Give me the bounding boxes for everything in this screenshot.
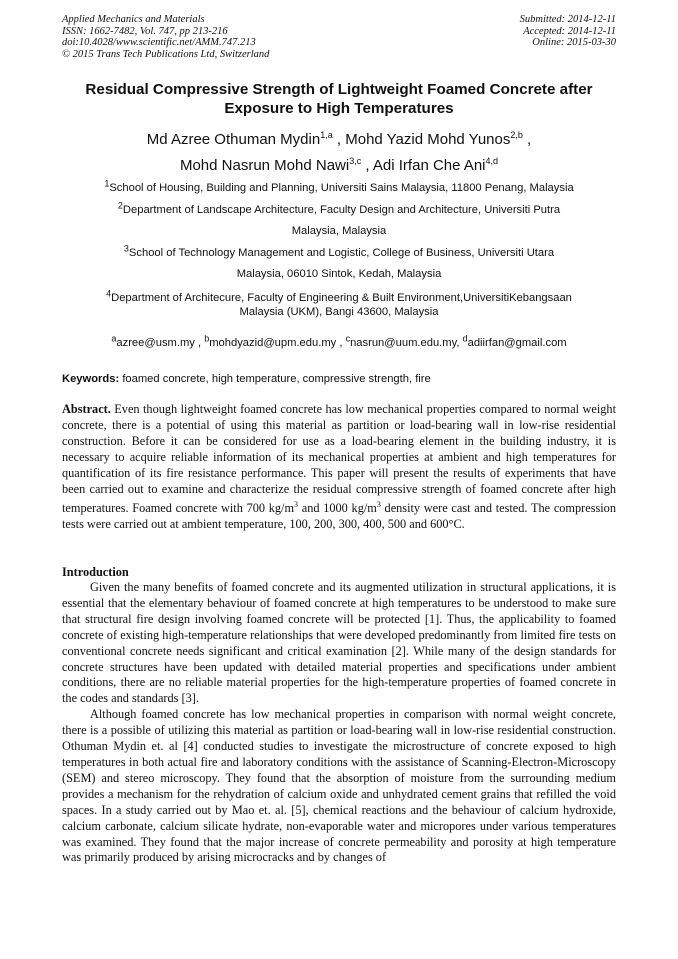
affiliation-text: Department of Architecure, Faculty of Engineering & Built Environment,UniversitiKebangsaan [111,292,572,304]
affiliation-2 [40,200,638,241]
copyright-line: © 2015 Trans Tech Publications Ltd, Switzerland [62,48,270,60]
author-superscript: 4,d [485,156,499,166]
affiliation-1 [40,178,638,199]
email-superscript: d [462,333,468,344]
email-superscript: a [111,333,117,344]
affiliation-text-cont: Malaysia, 06010 Sintok, Kedah, Malaysia [236,267,442,280]
abstract-text: and 1000 kg/m [298,501,377,516]
abstract-text: Even though lightweight foamed concrete has low mechanical properties compared to normal weight concrete, there is a potential of using this material as partition or load-bearing wall in low-rise residential construction. Before it can be considered for use as a load-bearing element in the building industry, it is necessary to acquire reliable information of its mechanical properties at ambient and high temperatures for quantification of its fire resistance performance. This paper will present the results of experiments that have been carried out to examine and characterize the residual compressive strength of foamed concrete after high temperatures. Foamed concrete with 700 kg/m [62,402,616,516]
accepted-date: Accepted: 2014-12-11 [523,25,616,37]
author-superscript: 2,b [510,130,523,140]
email-address[interactable]: nasrun@uum.edu.my, [350,337,460,349]
introduction-paragraph: Although foamed concrete has low mechanical properties in comparison with normal weight concrete, there is a possible of utilizing this material as partition or load-bearing wall in low-rise residential construction. Othuman Mydin et. al [4] conducted studies to investigate the microstructure of concrete exposed to high temperatures in both actual fire and laboratory conditions with the assistance of Scanning-Electron-Microscopy (SEM) and stereo microscopy. They found that the absorption of moisture from the surrounding medium provides a mechanism for the rehydration of calcium oxide and unhydrated cement grains that refilled the void spaces. In a study carried out by Mao et. al. [5], chemical reactions and the behaviour of calcium hydroxide, calcium carbonate, calcium silicate hydrate, non-evaporable water and micropores under various temperatures was examined. They found that the major increase of concrete permeability and porosity at high temperature was primarily produced by arising microcracks and by changes of [62,707,616,865]
affiliation-superscript: 2 [117,200,123,211]
author-name: Md Azree Othuman Mydin [146,131,321,148]
journal-name: Applied Mechanics and Materials [62,14,205,25]
affiliation-superscript: 3 [123,243,129,254]
author-superscript: 1,a [320,130,333,140]
affiliation-4 [40,288,638,319]
abstract-label: Abstract. [62,402,111,416]
introduction-body [62,580,616,866]
author-name: Adi Irfan Che Ani [372,157,486,174]
affiliation-3 [40,243,638,284]
affiliation-superscript: 1 [104,178,110,189]
keywords-text: foamed concrete, high temperature, compressive strength, fire [122,373,431,385]
affiliation-text-cont: Malaysia, Malaysia [291,224,387,237]
email-superscript: c [345,333,351,344]
affiliation-text: School of Housing, Building and Planning, Universiti Sains Malaysia, 11800 Penang, Malaysia [109,182,574,194]
email-superscript: b [204,333,210,344]
author-name: Mohd Yazid Mohd Yunos [345,131,511,148]
abstract-text: density were cast and tested. The compression tests were carried out at ambient temperature, 100, 200, 300, 400, 500 and 600°C. [62,501,616,532]
author-superscript: 3,c [349,156,362,166]
authors-line-2: Mohd Nasrun Mohd Nawi$^{3,c}$ , Adi Irfan Che Ani$^{4,d}$ [179,156,499,174]
authors-line-1: Md Azree Othuman Mydin$^{1,a}$ , Mohd Yazid Mohd Yunos$^{2,b}$ , [146,130,532,148]
paper-title [50,80,628,118]
online-date: Online: 2015-03-30 [532,37,616,49]
submitted-date: Submitted: 2014-12-11 [519,14,616,25]
email-address[interactable]: azree@usm.my , [116,337,202,349]
affiliation-text: Department of Landscape Architecture, Faculty Design and Architecture, Universiti Putra [122,204,561,216]
title-line-2: Exposure to High Temperatures [224,100,454,117]
abstract-superscript: 3 [376,500,381,510]
keywords-label: Keywords: [62,373,120,385]
introduction-heading: Introduction [62,565,129,579]
title-line-1: Residual Compressive Strength of Lightweight Foamed Concrete after [85,81,593,98]
dates-info [520,14,616,49]
author-emails [40,333,638,349]
abstract-block [62,402,616,533]
affiliation-text: School of Technology Management and Logistic, College of Business, Universiti Utara [128,247,555,259]
affiliation-superscript: 4 [106,288,112,299]
email-address[interactable]: adiirfan@gmail.com [467,337,567,349]
journal-info [62,14,269,60]
issn-line: ISSN: 1662-7482, Vol. 747, pp 213-216 [62,25,228,37]
doi-line: doi:10.4028/www.scientific.net/AMM.747.213 [62,37,256,49]
author-name: Mohd Nasrun Mohd Nawi [179,157,350,174]
keywords-line [62,373,431,385]
email-address[interactable]: mohdyazid@upm.edu.my , [209,337,343,349]
introduction-paragraph: Given the many benefits of foamed concrete and its augmented utilization in structural applications, it is essential that the elementary behaviour of foamed concrete at high temperatures to be understood to make sure that structural fire design involving foamed concrete will be protected [1]. Thus, the applicability to foamed concrete of existing high-temperature relationships that were developed predominantly from limited fire tests on conventional concrete needs significant and critical examination [2]. While many of the design standards for concrete structures have been updated with detailed material properties and specifications under ambient conditions, there are no reliable material properties for the high-temperature properties of foamed concrete in the codes and standards [3]. [62,580,616,706]
abstract-superscript: 3 [294,500,299,510]
affiliation-text-cont: Malaysia (UKM), Bangi 43600, Malaysia [239,306,439,318]
